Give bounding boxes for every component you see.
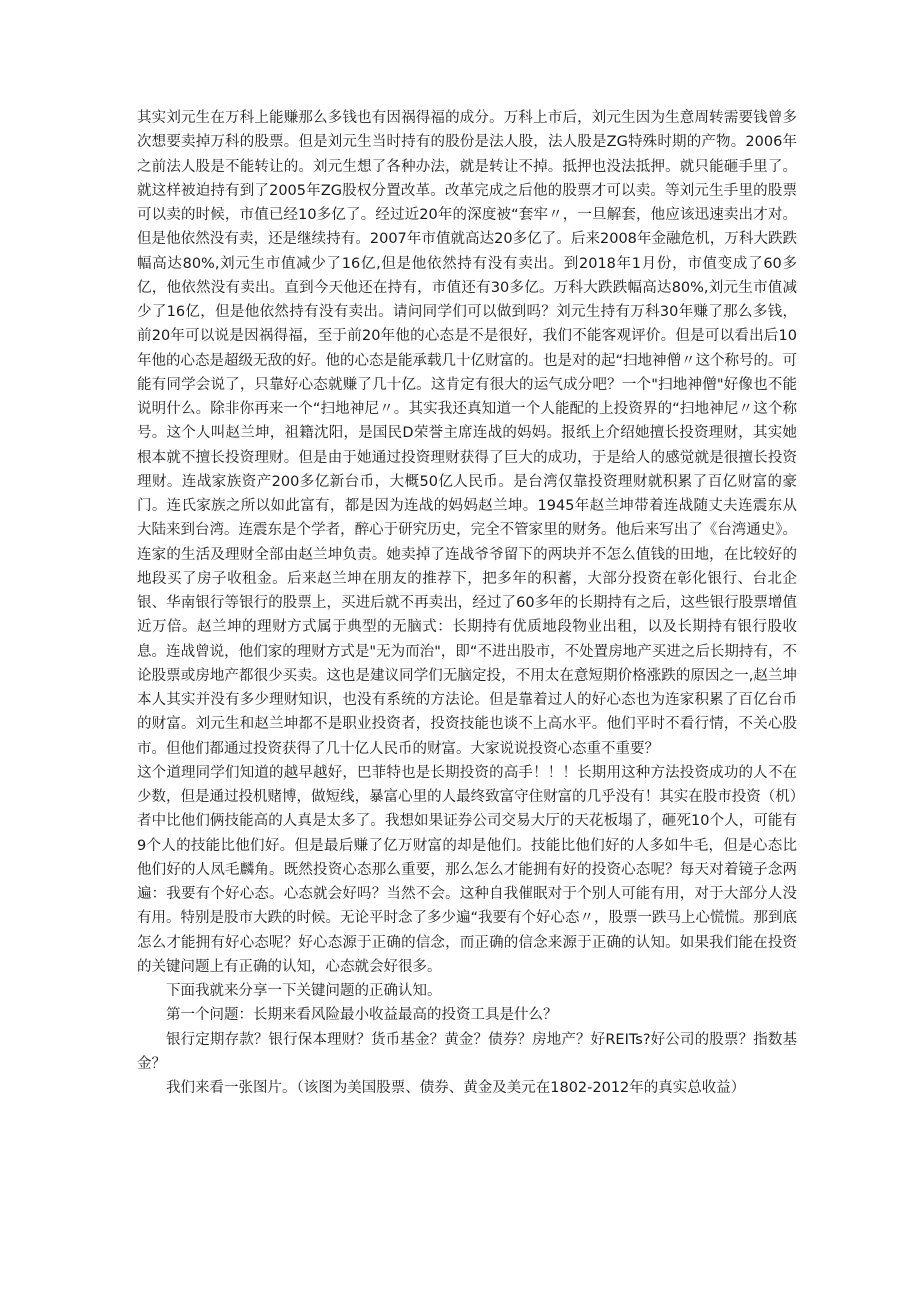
paragraph-first-question: 第一个问题：长期来看风险最小收益最高的投资工具是什么？ [166,1007,558,1024]
paragraph-investment-mindset: 这个道理同学们知道的越早越好，巴菲特也是长期投资的高手！！！长期用这种方法投资成功的人不在少数，但是通过投机赌博，做短线，暴富心里的人最终致富守住财富的几乎没有！其实在股市投资（机）者中比他们俩技能高的人真是太多了。我想如果证券公司交易大厅的天花板塌了，砸死10个人，可能有9个人的技能比他们好。但是最后赚了亿万财富的却是他们。技能比他们好的人多如牛毛，但是心态比他们好的人凤毛麟角。既然投资心态那么重要，那么怎么才能拥有好的投资心态呢？每天对着镜子念两遍：我要有个好心态。心态就会好吗？当然不会。这种自我催眠对于个别人可能有用，对于大部分人没有用。特别是股市大跌的时候。无论平时念了多少遍“我要有个好心态〃，股票一跌马上心慌慌。那到底怎么才能拥有好心态呢？好心态源于正确的信念，而正确的信念来源于正确的认知。如果我们能在投资的关键问题上有正确的认知，心态就会好很多。 [137,764,798,975]
paragraph-liu-yuansheng-and-zhao-lankun: 其实刘元生在万科上能赚那么多钱也有因祸得福的成分。万科上市后，刘元生因为生意周转需要钱曾多次想要卖掉万科的股票。但是刘元生当时持有的股份是法人股，法人股是ZG特殊时期的产物。2006年之前法人股是不能转让的。刘元生想了各种办法，就是转让不掉。抵押也没法抵押。就只能砸手里了。就这样被迫持有到了2005年ZG股权分置改革。改革完成之后他的股票才可以卖。等刘元生手里的股票可以卖的时候，市值已经10多亿了。经过近20年的深度被“套牢〃，一旦解套，他应该迅速卖出才对。但是他依然没有卖，还是继续持有。2007年市值就高达20多亿了。后来2008年金融危机，万科大跌跌幅高达80%,刘元生市值减少了16亿,但是他依然持有没有卖出。到2018年1月份，市值变成了60多亿，他依然没有卖出。直到今天他还在持有，市值还有30多亿。万科大跌跌幅高达80%,刘元生市值减少了16亿，但是他依然持有没有卖出。请问同学们可以做到吗？刘元生持有万科30年赚了那么多钱，前20年可以说是因祸得福，至于前20年他的心态是不是很好，我们不能客观评价。但是可以看出后10年他的心态是超级无敌的好。他的心态是能承载几十亿财富的。也是对的起“扫地神僧〃这个称号的。可能有同学会说了，只靠好心态就赚了几十亿。这肯定有很大的运气成分吧？一个"扫地神僧"好像也不能说明什么。除非你再来一个“扫地神尼〃。其实我还真知道一个人能配的上投资界的“扫地神尼〃这个称号。这个人叫赵兰坤，祖籍沈阳，是国民D荣誉主席连战的妈妈。报纸上介绍她擅长投资理财，其实她根本就不擅长投资理财。但是由于她通过投资理财获得了巨大的成功，于是给人的感觉就是很擅长投资理财。连战家族资产200多亿新台币，大概50亿人民币。是台湾仅靠投资理财就积累了百亿财富的豪门。连氏家族之所以如此富有，都是因为连战的妈妈赵兰坤。1945年赵兰坤带着连战随丈夫连震东从大陆来到台湾。连震东是个学者，醉心于研究历史，完全不管家里的财务。他后来写出了《台湾通史》。连家的生活及理财全部由赵兰坤负责。她卖掉了连战爷爷留下的两块并不怎么值钱的田地，在比较好的地段买了房子收租金。后来赵兰坤在朋友的推荐下，把多年的积蓄，大部分投资在彰化银行、台北企银、华南银行等银行的股票上，买进后就不再卖出，经过了60多年的长期持有之后，这些银行股票增值近万倍。赵兰坤的理财方式属于典型的无脑式：长期持有优质地段物业出租，以及长期持有银行股收息。连战曾说，他们家的理财方式是"无为而治"，即“不进出股市，不处置房地产买进之后长期持有，不论股票或房地产都很少买卖。这也是建议同学们无脑定投，不用太在意短期价格涨跌的原因之一,赵兰坤本人其实并没有多少理财知识，也没有系统的方法论。但是靠着过人的好心态也为连家积累了百亿台币的财富。刘元生和赵兰坤都不是职业投资者，投资技能也谈不上高水平。他们平时不看行情，不关心股市。但他们都通过投资获得了几十亿人民币的财富。大家说说投资心态重不重要？ [137,110,798,757]
paragraph-look-at-picture: 我们来看一张图片。（该图为美国股票、债券、黄金及美元在1802-2012年的真实总收益） [166,1080,746,1096]
document-body [137,106,797,1100]
paragraph-investment-options: 银行定期存款？银行保本理财？货币基金？黄金？债券？房地产？好REITs?好公司的股票？指数基金？ [137,1031,797,1072]
paragraph-intro-key-questions: 下面我就来分享一下关键问题的正确认知。 [166,983,442,999]
